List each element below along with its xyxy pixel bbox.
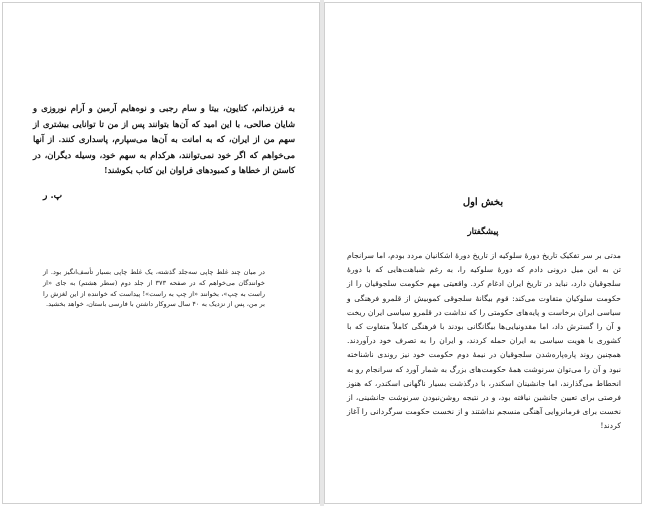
author-initials: پ. ر [43, 191, 63, 201]
right-page [324, 2, 642, 504]
section-title: پیشگفتار [467, 227, 499, 237]
erratum-note: در میان چند غلط چاپی سه‌جلد گذشته، یک غلط چاپی بسیار تأسف‌انگیز بود. از خوانندگان می‌خواهم که در صفحه ۳۷۳ از جلد دوم (سطر هشتم) به جای «از راست به چپ»، بخوانند «از چپ به راست»! پیداست که خواننده از این لغزش را بر من، پس از نزدیک به ۴۰ سال سروکار داشتن با فارسی باستان، خواهد بخشید. [43, 268, 265, 309]
dedication-text: به فرزندانم، کتایون، بیتا و سام رجبی و نوه‌هایم آرمین و آرام نوروزی و شایان صالحی، با این امید که آن‌ها بتوانند پس از من تا توانایی بیشتری از سهم من از ایران، که به امانت به آن‌ها می‌سپارم، پاسداری کنند. از آنها می‌خواهم که اگر خود نمی‌توانند، هرکدام به سهم خود، وسیله دیگران، در کاستن از خطاها و کمبودهای فراوان این کتاب بکوشند! [33, 103, 295, 176]
left-page [2, 2, 320, 504]
part-title: بخش اول [462, 197, 504, 208]
preface-body: مدتی بر سر تفکیک تاریخ دورهٔ سلوکیه از تاریخ دورهٔ اشکانیان مردد بودم، اما سرانجام تن به این میل درونی دادم که دورهٔ سلوکیه را، به رغم شباهت‌هایی که با دورهٔ سلجوقیان دارد، نباید در تاریخ ایران ادغام کرد. واقعیتی مهم حکومت سلجوقیان را از حکومت سلوکیان متفاوت می‌کند: قوم بیگانهٔ سلجوقی کمو‌بیش از قلمرو فرهنگی و سیاسی ایران برخاست و پایه‌های حکومتی را که نداشت در قلمرو سیاسی ایران ریخت و آن را گسترش داد، اما مقدونیایی‌ها بیگانگانی بودند با فرهنگی کاملاً متفاوت که با کشوری با هویت سیاسی به ایران حمله کردند، و ایران را به تصرف خود درآوردند. همچنین روند پاره‌پاره‌شدن سلجوقیان در نیمهٔ دوم حکومت خود نیز روندی ناشناخته نبود و آن را می‌توان سرنوشت همهٔ حکومت‌های بزرگ به شمار آورد که سرانجام رو به انحطاط می‌گذارند، اما جانشینان اسکندر، با درگذشت بسیار ناگهانی اسکندر، که هنوز فرصتی برای تعیین جانشین نیافته بود، و در نتیجه روشن‌نبودن سرنوشت جانشینی، از نخست برای فرمانروایی آهنگی منسجم نداشتند و از نخست حکومت سرگردانی را آغاز کردند! [347, 251, 621, 431]
